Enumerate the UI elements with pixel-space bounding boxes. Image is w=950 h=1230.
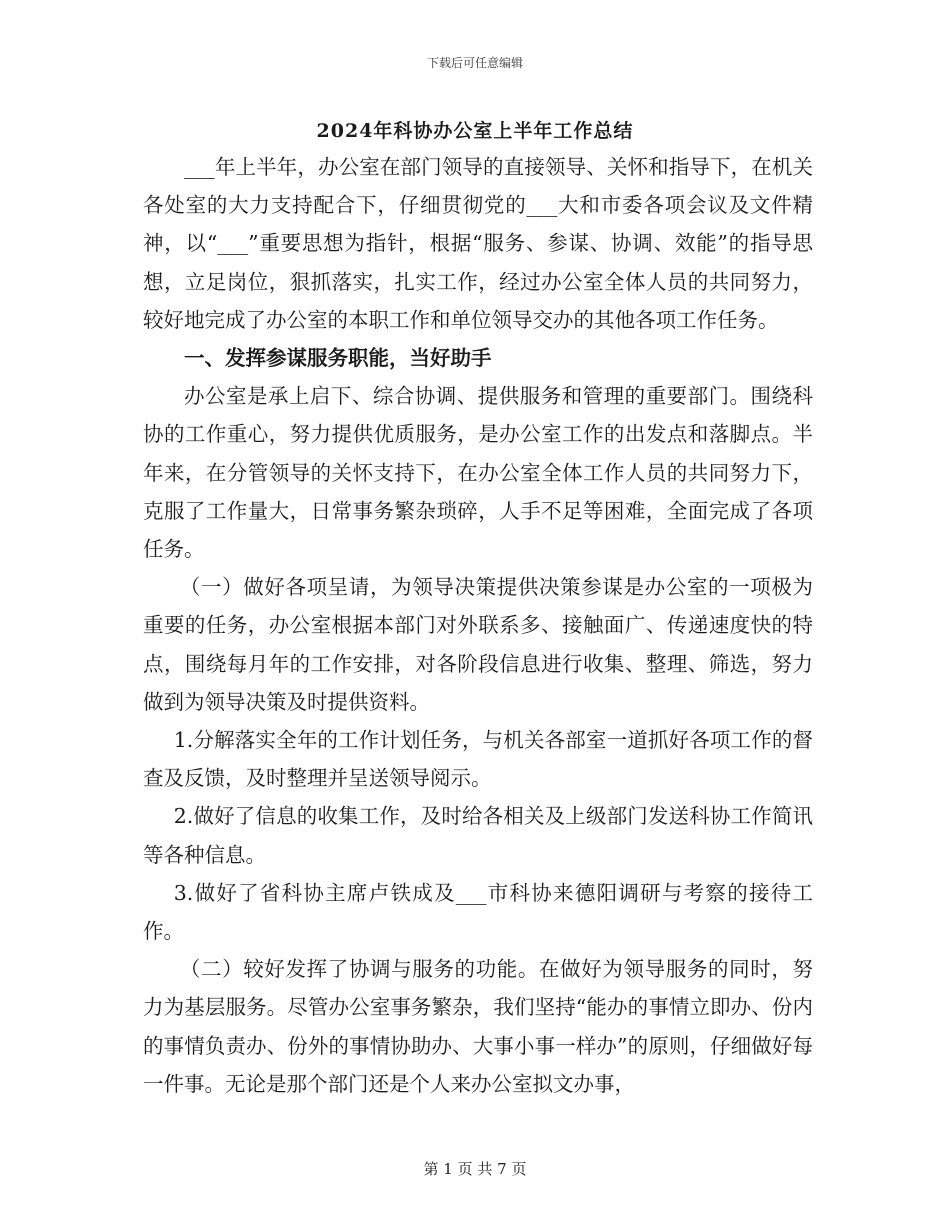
document-title: 2024年科协办公室上半年工作总结 [316, 120, 634, 142]
subsection-2-paragraph: （二）较好发挥了协调与服务的功能。在做好为领导服务的同时，努力为基层服务。尽管办公室事务繁杂，我们坚持“能办的事情立即办、份内的事情负责办、份外的事情协助办、大事小事一样办”的原则，仔细做好每一件事。无论是那个部门还是个人来办公室拟文办事， [143, 957, 813, 1096]
section-1-paragraph: 办公室是承上启下、综合协调、提供服务和管理的重要部门。围绕科协的工作重心，努力提供优质服务，是办公室工作的出发点和落脚点。半年来，在分管领导的关怀支持下，在办公室全体工作人员的共同努力下，克服了工作量大，日常事务繁杂琐碎，人手不足等困难，全面完成了各项任务。 [143, 384, 813, 562]
subsection-1-paragraph: （一）做好各项呈请，为领导决策提供决策参谋是办公室的一项极为重要的任务，办公室根据本部门对外联系多、接触面广、传递速度快的特点，围绕每月年的工作安排，对各阶段信息进行收集、整理、筛选，努力做到为领导决策及时提供资料。 [143, 575, 813, 714]
page-header-note: 下载后可任意编辑 [426, 56, 523, 70]
list-item-1: 1.分解落实全年的工作计划任务，与机关各部室一道抓好各项工作的督查及反馈，及时整理并呈送领导阅示。 [143, 728, 813, 791]
section-heading-1: 一、发挥参谋服务职能，当好助手 [184, 346, 492, 371]
intro-paragraph: ___年上半年，办公室在部门领导的直接领导、关怀和指导下，在机关各处室的大力支持配合下，仔细贯彻党的___大和市委各项会议及文件精神，以“___”重要思想为指针，根据“服务、参谋、协调、效能”的指导思想，立足岗位，狠抓落实，扎实工作，经过办公室全体人员的共同努力，较好地完成了办公室的本职工作和单位领导交办的其他各项工作任务。 [143, 155, 813, 332]
list-item-2: 2.做好了信息的收集工作，及时给各相关及上级部门发送科协工作简讯等各种信息。 [143, 804, 813, 867]
page-footer-number: 第 1 页 共 7 页 [423, 1160, 527, 1178]
list-item-3: 3.做好了省科协主席卢铁成及___市科协来德阳调研与考察的接待工作。 [143, 880, 813, 944]
document-body [143, 148, 813, 1103]
